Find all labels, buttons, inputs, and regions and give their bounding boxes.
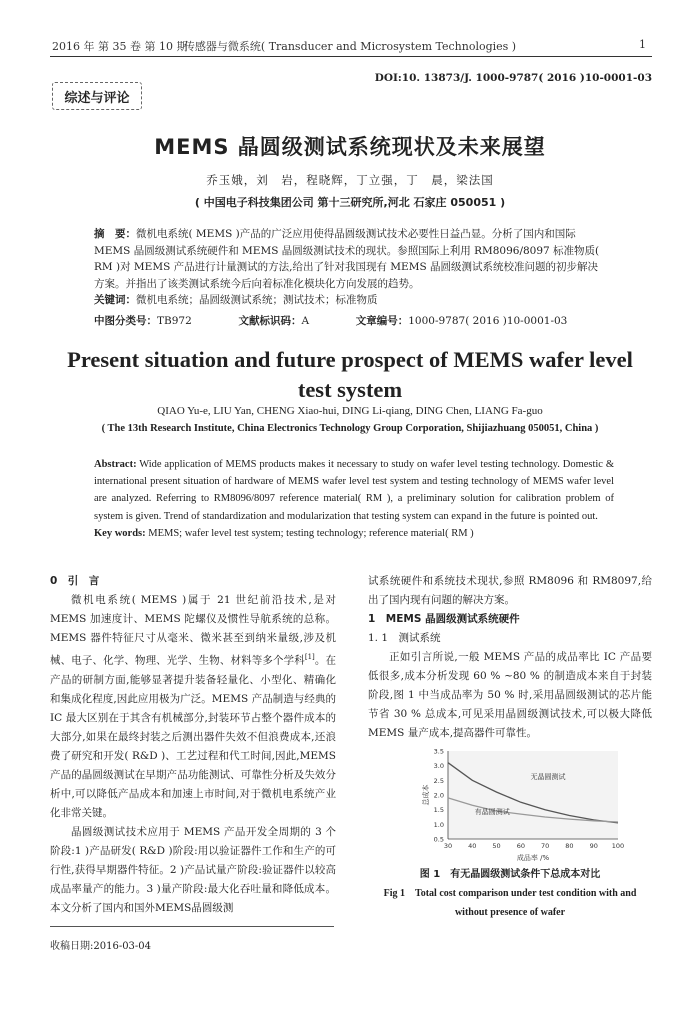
paragraph-1-rest: 。在产品的研制方面,能够显著提升装备轻量化、小型化、精确化和集成化程度,因此应用极为广泛。MEMS 产品制造与经典的 IC 最大区别在于其含有机械部分,封装环节占整个器件成本的大部分,如果在最终封装之后测出器件失效不但浪费成本,还浪费了研究和开发( R&D )、工艺过程和代工时间,因此,MEMS 产品的晶圆级测试在早期产品功能测试、可靠性分析及失效分析中,可以降低产品成本和加速上市时间,对于微机电系统产业化非常关键。 [50,654,337,819]
y-tick-label: 3.0 [433,762,444,771]
section-1-title: 1 MEMS 晶圆级测试系统硬件 [368,613,520,625]
classification-line [94,313,567,328]
abstract-en-label: Abstract: [94,459,137,470]
citation-1: [1] [304,653,315,661]
footnote-rule [50,926,334,927]
header-rule [50,56,652,57]
header-issue: 2016 年 第 35 卷 第 10 期 [52,40,188,53]
page-number: 1 [639,38,646,51]
affiliation-cn: ( 中国电子科技集团公司 第十三研究所,河北 石家庄 050051 ) [194,196,506,209]
abstract-en [94,456,614,542]
header-journal: 传感器与微系统( Transducer and Microsystem Technologies ) [183,40,517,53]
abstract-cn-text: 微机电系统( MEMS )产品的广泛应用使得晶圆级测试技术必要性日益凸显。分析了国内和国际MEMS 晶圆级测试系统硬件和 MEMS 晶圆级测试技术的现状。参照国际上利用 RM8096/8097 标准物质( RM )对 MEMS 产品进行计量测试的方法,给出了针对我国现有 MEMS 晶圆级测试系统校准问题的初步解决方案。并指出了该类测试系统今后向着标准化模块化方向发展的趋势。 [94,228,600,290]
y-tick-label: 1.5 [433,806,444,815]
abstract-cn-label: 摘 要： [94,228,136,240]
keywords-cn-text: 微机电系统；晶圆级测试系统；测试技术；标准物质 [136,294,378,307]
article-label: 文章编号： [355,315,409,327]
paragraph-1-text: 微机电系统( MEMS )属于 21 世纪前沿技术,是对 MEMS 加速度计、MEMS 陀螺仪及惯性导航系统的总称。MEMS 器件特征尺寸从毫米、微米甚至到纳米量级,涉及机械、电子、化学、物理、光学、生物、材料等多个学科 [50,594,336,667]
y-axis-label: 总成本 [422,784,430,806]
figure-1-caption-cn: 图 1 有无晶圆级测试条件下总成本对比 [419,869,601,880]
x-axis-label: 成品率 /% [516,854,550,862]
abstract-cn [94,226,604,309]
article-value: 1000-9787( 2016 )10-0001-03 [408,315,568,327]
x-tick-label: 70 [541,842,550,850]
y-tick-label: 1.0 [433,820,444,829]
keywords-cn-label: 关键词： [94,294,136,307]
figure-1-caption-en: Fig 1 Total cost comparison under test condition with and without presence of wafer [383,888,637,918]
y-tick-label: 2.0 [433,791,444,800]
series-label-2: 有晶圆测试 [474,808,510,817]
paragraph-1 [50,591,336,823]
doc-value: A [301,315,310,327]
section-0-title: 0 引 言 [50,575,100,587]
paragraph-3: 试系统硬件和系统技术现状,参照 RM8096 和 RM8097,给出了国内现有问题的解决方案。 [368,575,652,606]
right-column [368,572,652,743]
plot-area [448,751,618,839]
doi: DOI:10. 13873/J. 1000-9787( 2016 )10-0001-03 [374,72,652,84]
x-tick-label: 100 [611,842,625,850]
y-tick-label: 0.5 [433,835,444,844]
clc-label: 中图分类号： [94,315,157,327]
series-label-1: 无晶圆测试 [530,772,566,781]
x-tick-label: 40 [468,842,477,850]
keywords-en-text: MEMS; wafer level test system; testing technology; reference material( RM ) [148,527,474,539]
column-tag: 综述与评论 [52,82,142,110]
affiliation-en: ( The 13th Research Institute, China Electronics Technology Group Corporation, Shijiazhuang 050051, China ) [101,423,599,434]
footnote-received-date: 收稿日期:2016-03-04 [50,941,152,952]
clc-value: TB972 [157,315,192,327]
authors-en: QIAO Yu-e, LIU Yan, CHENG Xiao-hui, DING Li-qiang, DING Chen, LIANG Fa-guo [157,405,543,417]
x-tick-label: 80 [565,842,574,850]
x-tick-label: 90 [589,842,598,850]
left-column [50,572,336,918]
title-en: Present situation and future prospect of MEMS wafer level test system [67,347,633,402]
authors-cn: 乔玉娥，刘 岩，程晓辉，丁立强，丁 晨，梁法国 [206,173,494,187]
y-tick-label: 2.5 [433,776,444,785]
x-tick-label: 50 [492,842,501,850]
x-tick-label: 30 [443,842,453,850]
abstract-en-text: Wide application of MEMS products makes it necessary to study on wafer level testing technology. Domestic & international present situation of hardware of MEMS wafer level test system and testing technology of MEMS wafer level are analyzed. Referring to RM8096/8097 reference material( RM ), a preliminary solution for calibration problem of system is given. Trend of standardization and modularization that testing system can expand in the future is pointed out. [94,459,614,522]
y-tick-label: 3.5 [433,747,444,756]
paragraph-4: 正如引言所说,一般 MEMS 产品的成品率比 IC 产品要低很多,成本分析发现 60 % ~80 % 的制造成本来自于封装阶段,图 1 中当成品率为 50 % 时,采用晶圆级测试的芯片能节省 30 % 总成本,可见采用晶圆级测试技术,可以极大降低 MEMS 量产成本,提高器件可靠性。 [368,651,652,739]
figure-1-chart [400,745,630,863]
paragraph-2: 晶圆级测试技术应用于 MEMS 产品开发全周期的 3 个阶段:1 )产品研发( R&D )阶段:用以验证器件工作和生产的可行性,获得早期器件特征。2 )产品试量产阶段:验证器件以较高成品率量产的能力。3 )量产阶段:最大化吞吐量和降低成本。本文分析了国内和国外MEMS晶圆级测 [50,825,336,914]
x-tick-label: 60 [516,842,525,850]
section-1-1-title: 1. 1 测试系统 [368,632,441,644]
page-title: MEMS 晶圆级测试系统现状及未来展望 [154,135,546,159]
keywords-en-label: Key words: [94,527,146,539]
doc-label: 文献标识码： [238,315,302,327]
